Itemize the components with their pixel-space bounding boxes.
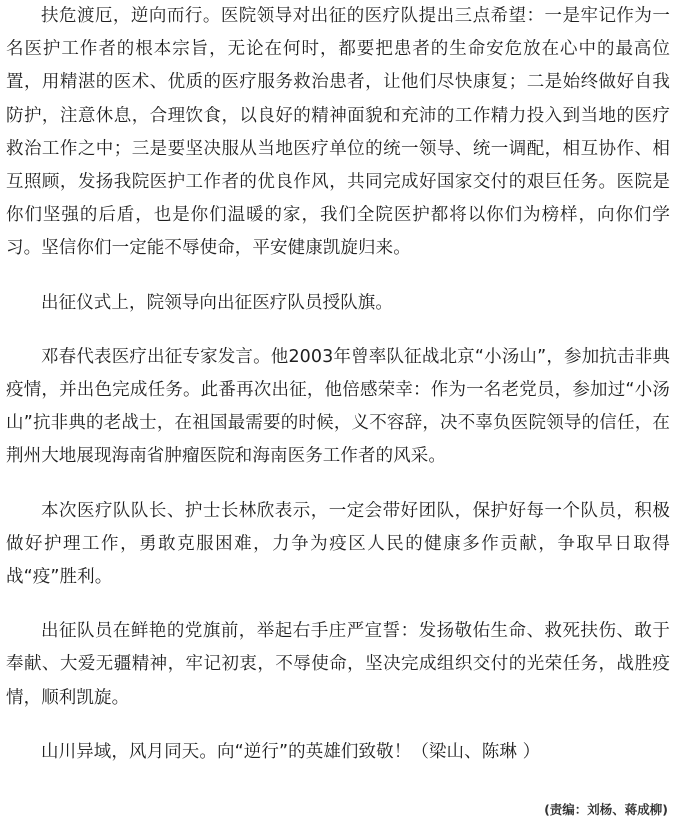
paragraph-gap — [6, 266, 670, 287]
paragraph-expert-speech: 邓春代表医疗出征专家发言。他2003年曾率队征战北京“小汤山”，参加抗击非典疫情，并出色完成任务。此番再次出征，他倍感荣幸：作为一名老党员，参加过“小汤山”抗非典的老战士，在祖国最需要的时候，义不容辞，决不辜负医院领导的信任，在荆州大地展现海南省肿瘤医院和海南医务工作者的风采。 — [6, 346, 670, 467]
paragraph-gap — [6, 715, 670, 736]
paragraph-gap — [6, 320, 670, 341]
paragraph-flag-ceremony: 出征仪式上，院领导向出征医疗队员授队旗。 — [41, 292, 393, 313]
editor-credit: (责编：刘杨、蒋成柳) — [544, 802, 668, 817]
paragraph-three-hopes: 扶危渡厄，逆向而行。医院领导对出征的医疗队提出三点希望：一是牢记作为一名医护工作者的根本宗旨，无论在何时，都要把患者的生命安危放在心中的最高位置，用精湛的医术、优质的医疗服务救治患者，让他们尽快康复；二是始终做好自我防护，注意休息，合理饮食，以良好的精神面貌和充沛的工作精力投入到当地的医疗救治工作之中；三是要坚决服从当地医疗单位的统一领导、统一调配，相互协作、相互照顾，发扬我院医护工作者的优良作风，共同完成好国家交付的艰巨任务。医院是你们坚强的后盾，也是你们温暖的家，我们全院医护都将以你们为榜样，向你们学习。坚信你们一定能不辱使命，平安健康凯旋归来。 — [6, 6, 670, 259]
paragraph-gap — [6, 474, 670, 495]
paragraph-oath: 出征队员在鲜艳的党旗前，举起右手庄严宣誓：发扬敬佑生命、救死扶伤、敢于奉献、大爱无疆精神，牢记初衷，不辱使命，坚决完成组织交付的光荣任务，战胜疫情，顺利凯旋。 — [6, 621, 670, 708]
paragraph-closing: 山川异域，风月同天。向“逆行”的英雄们致敬！（梁山、陈琳 ） — [41, 741, 541, 762]
paragraph-team-leader: 本次医疗队队长、护士长林欣表示，一定会带好团队，保护好每一个队员，积极做好护理工作，勇敢克服困难，力争为疫区人民的健康多作贡献，争取早日取得战“疫”胜利。 — [6, 500, 670, 588]
article-body — [6, 0, 670, 769]
paragraph-gap — [6, 594, 670, 615]
